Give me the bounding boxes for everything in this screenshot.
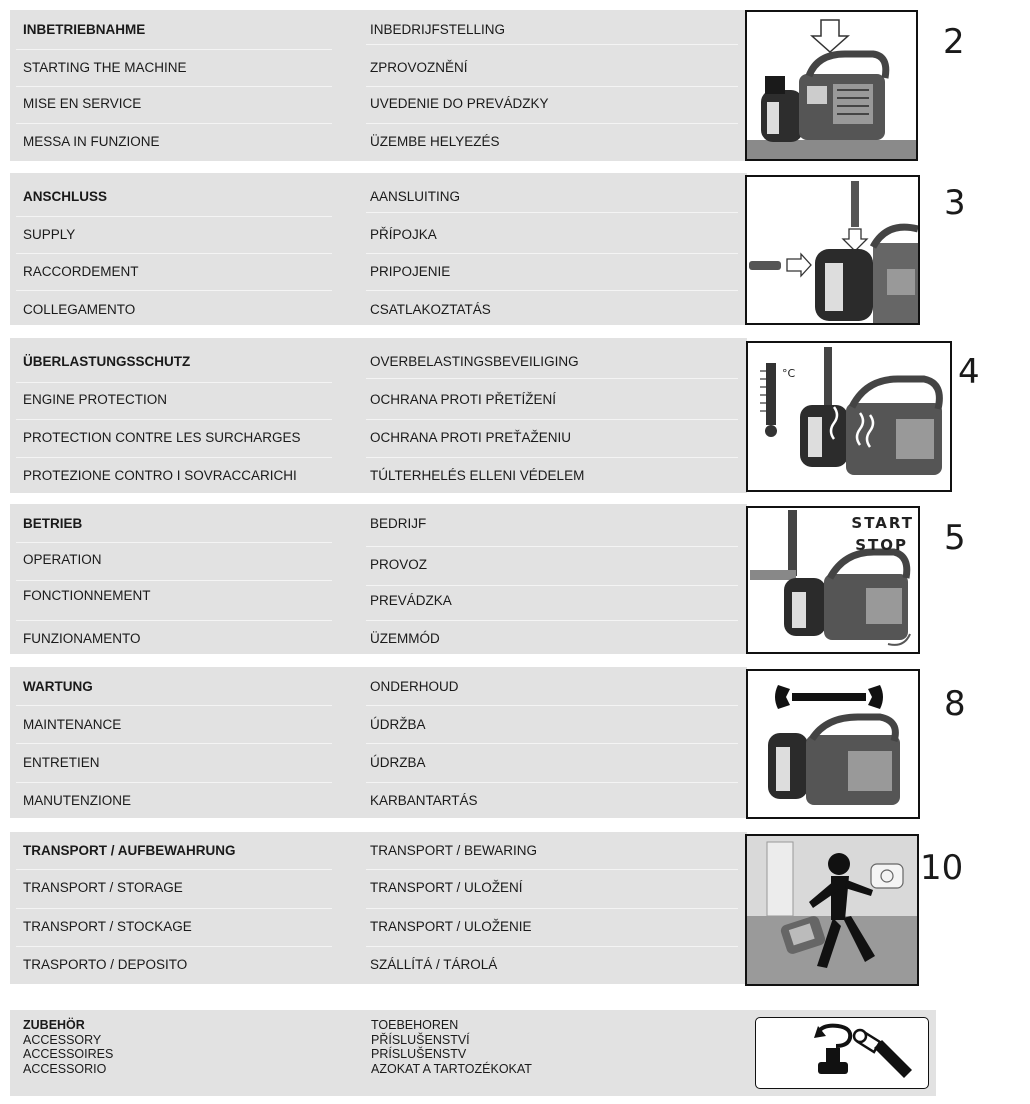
label-fr: RACCORDEMENT xyxy=(23,264,139,279)
label-cs: PŘÍPOJKA xyxy=(370,227,437,242)
page-number: 10 xyxy=(920,848,964,888)
accessories-label-en: ACCESSORY xyxy=(23,1032,102,1047)
hose-connector-icon xyxy=(854,1030,912,1078)
section-connection xyxy=(10,173,747,325)
section-operation xyxy=(10,504,747,654)
label-en: MAINTENANCE xyxy=(23,717,122,732)
label-hu: ÜZEMMÓD xyxy=(370,631,440,646)
accessories-label-fr: ACCESSOIRES xyxy=(23,1047,114,1061)
accessories-heading-de: ZUBEHÖR xyxy=(23,1018,85,1032)
accessories-label-hu: AZOKAT A TARTOZÉKOKAT xyxy=(371,1061,532,1076)
label-it: TRASPORTO / DEPOSITO xyxy=(23,957,188,972)
wrench-pump-illustration xyxy=(746,669,920,819)
label-it: MANUTENZIONE xyxy=(23,793,131,808)
page-number: 5 xyxy=(944,518,966,558)
start-label: START xyxy=(851,514,914,532)
label-cs: OCHRANA PROTI PŘETÍŽENÍ xyxy=(370,392,557,407)
label-it: COLLEGAMENTO xyxy=(23,302,136,317)
label-fr: TRANSPORT / STOCKAGE xyxy=(23,919,192,934)
pump-start-stop-illustration xyxy=(746,506,920,654)
thermometer-icon xyxy=(765,425,777,437)
page-number: 8 xyxy=(944,684,966,724)
accessories-label-sk: PRÍSLUŠENSTV xyxy=(371,1047,467,1061)
label-it: PROTEZIONE CONTRO I SOVRACCARICHI xyxy=(23,468,297,483)
label-en: OPERATION xyxy=(23,552,102,567)
heading-nl: BEDRIJF xyxy=(370,516,427,531)
heading-de: WARTUNG xyxy=(23,679,93,694)
label-hu: CSATLAKOZTATÁS xyxy=(370,302,491,317)
heading-nl: INBEDRIJFSTELLING xyxy=(370,22,506,37)
arrow-down-icon xyxy=(812,20,848,52)
label-hu: KARBANTARTÁS xyxy=(370,793,478,808)
label-cs: PROVOZ xyxy=(370,557,428,572)
section-overload-protection xyxy=(10,338,747,493)
heading-de: BETRIEB xyxy=(23,516,83,531)
heading-de: TRANSPORT / AUFBEWAHRUNG xyxy=(23,843,236,858)
accessories-label-it: ACCESSORIO xyxy=(23,1061,107,1076)
heading-nl: TRANSPORT / BEWARING xyxy=(370,843,538,858)
page-number: 4 xyxy=(958,352,980,392)
pump-arrow-down-illustration xyxy=(745,10,918,161)
label-it: MESSA IN FUNZIONE xyxy=(23,134,160,149)
label-en: ENGINE PROTECTION xyxy=(23,392,168,407)
accessories-label-nl: TOEBEHOREN xyxy=(371,1018,459,1032)
label-sk: UVEDENIE DO PREVÁDZKY xyxy=(370,96,549,111)
heading-de: ÜBERLASTUNGSSCHUTZ xyxy=(23,354,191,369)
label-sk: OCHRANA PROTI PREŤAŽENIU xyxy=(370,430,572,445)
label-en: TRANSPORT / STORAGE xyxy=(23,880,183,895)
heading-nl: OVERBELASTINGSBEVEILIGING xyxy=(370,354,579,369)
heading-nl: AANSLUITING xyxy=(370,189,461,204)
label-en: STARTING THE MACHINE xyxy=(23,60,187,75)
label-hu: ÜZEMBE HELYEZÉS xyxy=(370,134,500,149)
label-sk: PREVÁDZKA xyxy=(370,593,452,608)
label-cs: TRANSPORT / ULOŽENÍ xyxy=(370,880,523,895)
label-sk: PRIPOJENIE xyxy=(370,264,451,279)
label-fr: MISE EN SERVICE xyxy=(23,96,142,111)
label-fr: PROTECTION CONTRE LES SURCHARGES xyxy=(23,430,301,445)
label-it: FUNZIONAMENTO xyxy=(23,631,141,646)
label-hu: SZÁLLÍTÁ / TÁROLÁ xyxy=(370,957,498,972)
section-maintenance xyxy=(10,667,747,818)
label-en: SUPPLY xyxy=(23,227,76,242)
label-fr: ENTRETIEN xyxy=(23,755,100,770)
label-sk: ÚDRZBA xyxy=(370,755,426,770)
heading-de: INBETRIEBNAHME xyxy=(23,22,146,37)
page-number: 2 xyxy=(943,22,965,62)
accessory-parts-illustration xyxy=(755,1017,929,1089)
svg-text:°C: °C xyxy=(782,367,796,380)
pump-hose-illustration xyxy=(745,175,920,325)
pump-thermometer-illustration xyxy=(746,341,952,492)
label-sk: TRANSPORT / ULOŽENIE xyxy=(370,919,532,934)
page-number: 3 xyxy=(944,183,966,223)
label-cs: ZPROVOZNĚNÍ xyxy=(370,60,468,75)
label-fr: FONCTIONNEMENT xyxy=(23,588,151,603)
heading-de: ANSCHLUSS xyxy=(23,189,108,204)
label-cs: ÚDRŽBA xyxy=(370,717,426,732)
stop-label: STOP xyxy=(855,536,908,554)
wrench-icon xyxy=(775,685,883,709)
heading-nl: ONDERHOUD xyxy=(370,679,459,694)
accessories-label-cs: PŘÍSLUŠENSTVÍ xyxy=(371,1032,470,1047)
transport-illustration xyxy=(745,834,919,986)
section-starting xyxy=(10,10,745,161)
section-transport xyxy=(10,832,747,984)
label-hu: TÚLTERHELÉS ELLENI VÉDELEM xyxy=(370,468,585,483)
